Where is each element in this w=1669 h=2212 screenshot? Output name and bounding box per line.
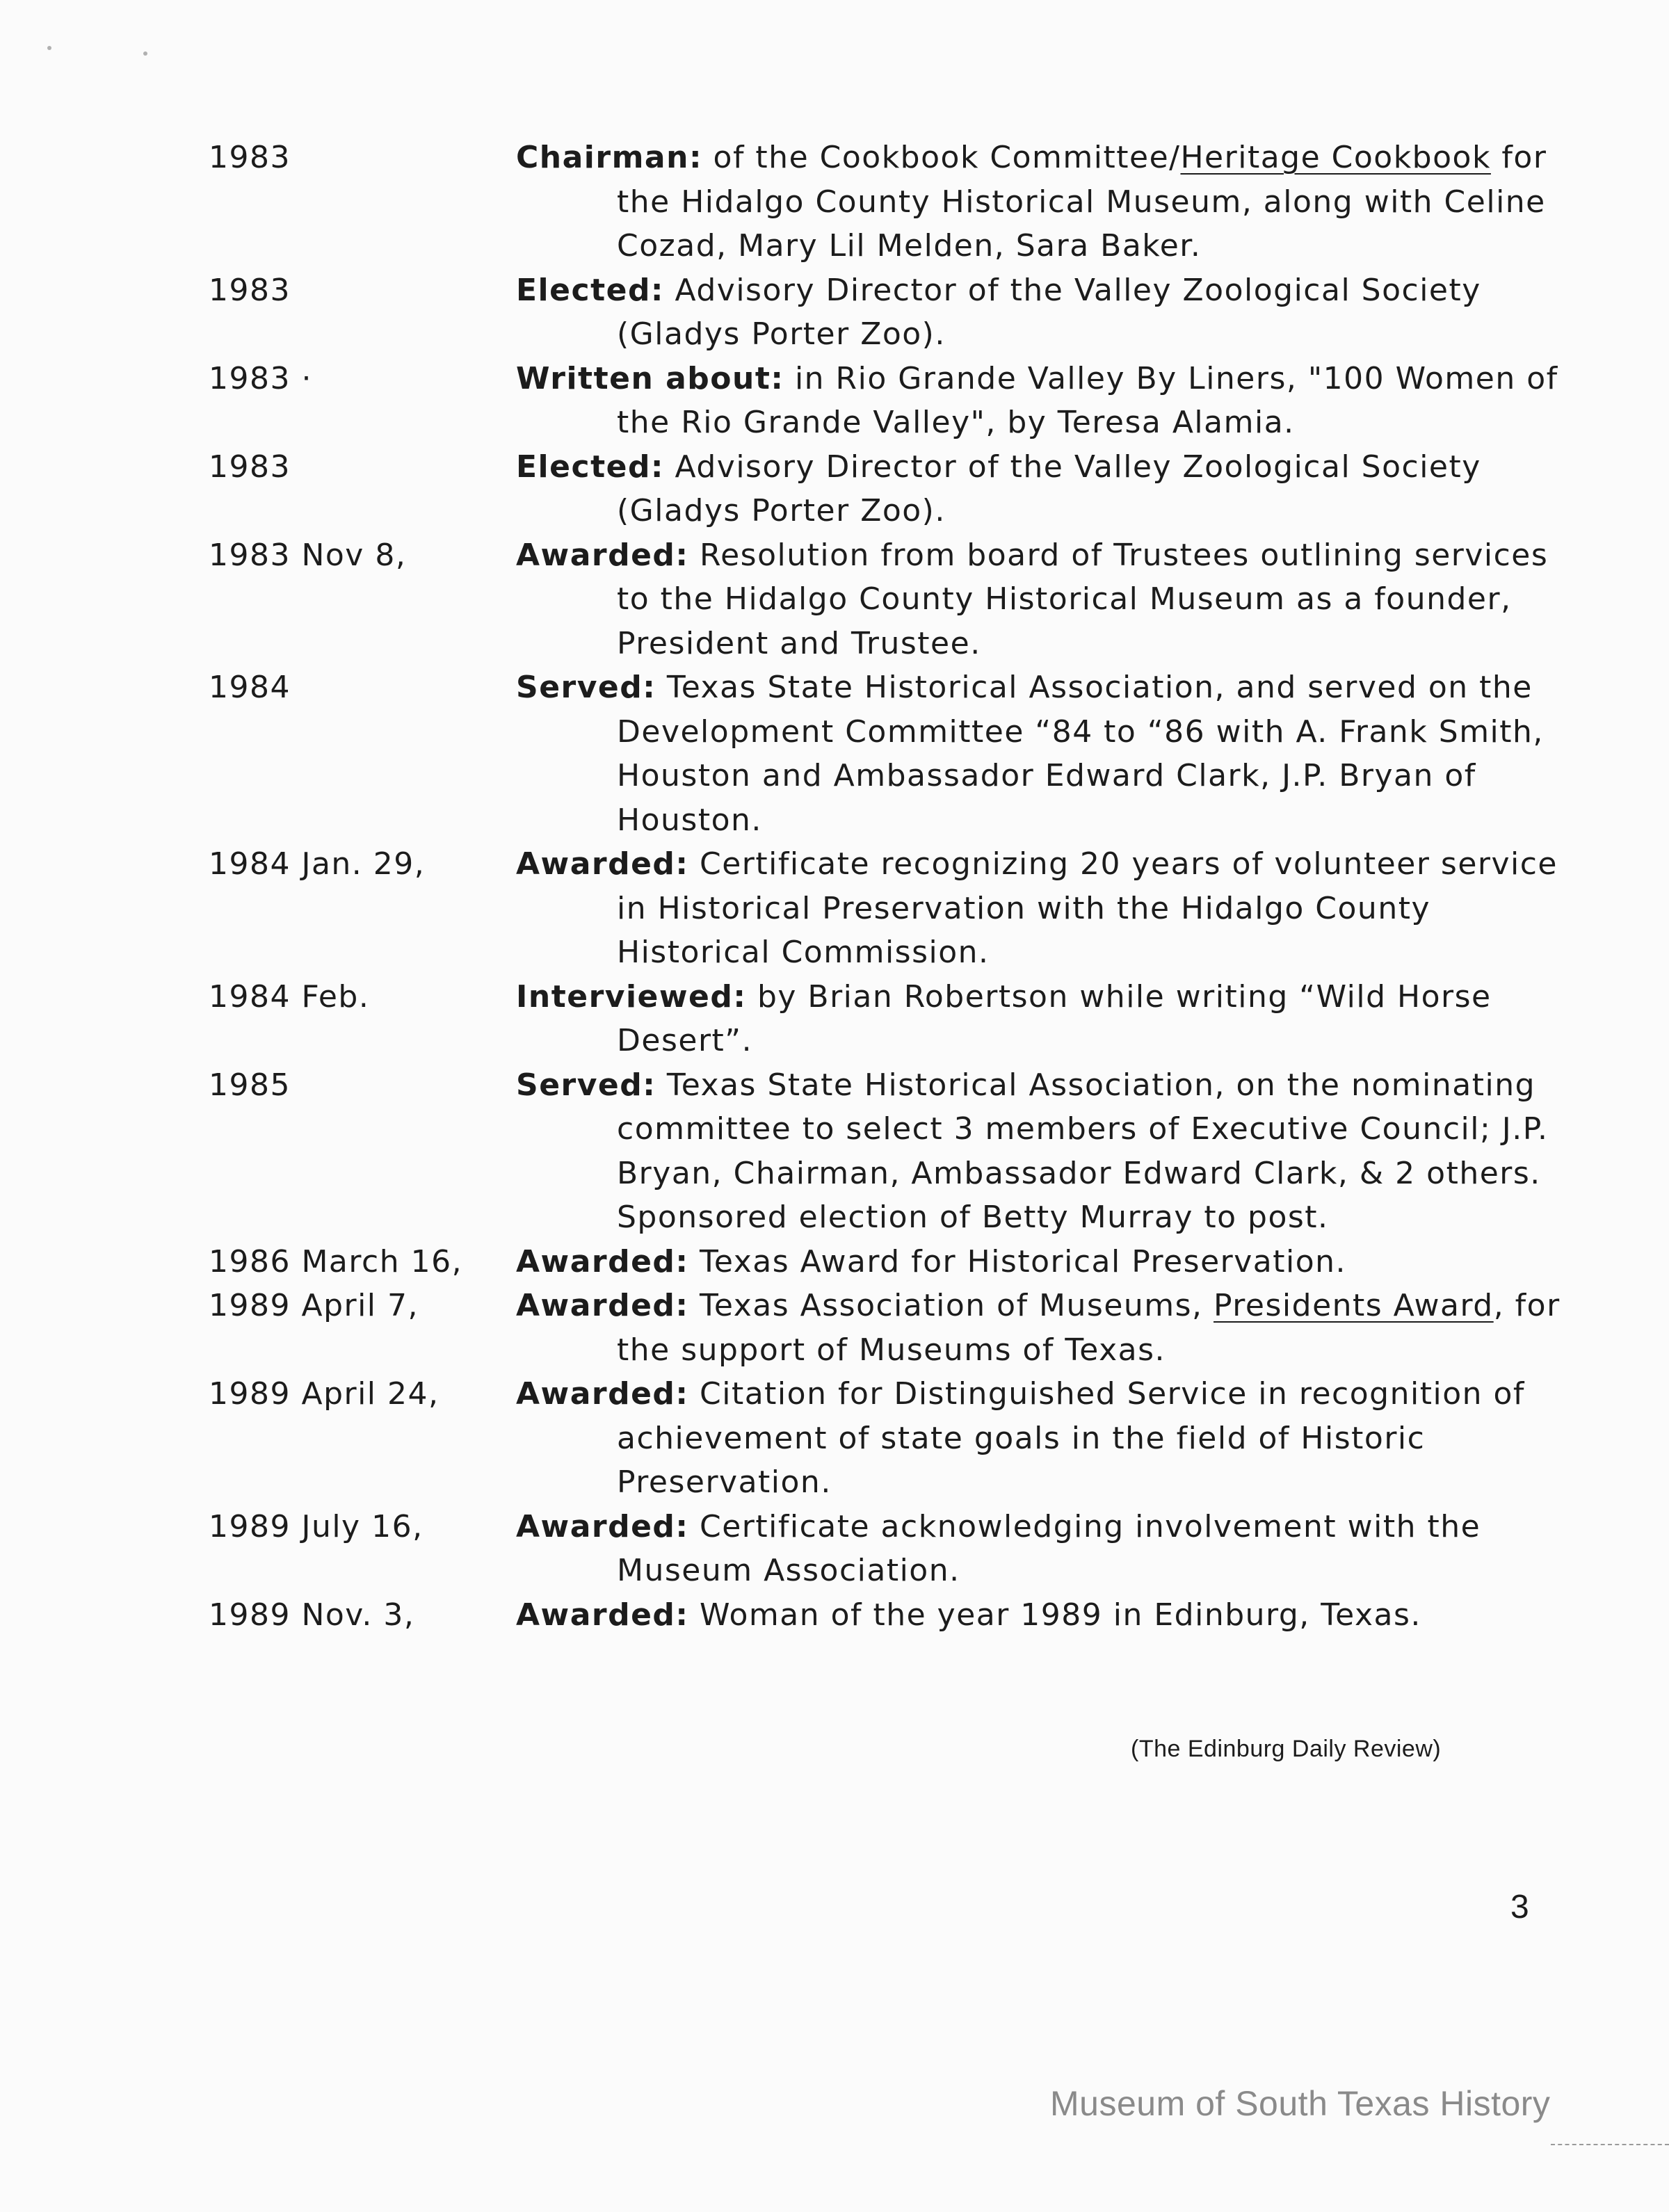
- underlined-title: Presidents Award: [1214, 1288, 1494, 1323]
- entry-date: 1989 April 7,: [209, 1288, 419, 1323]
- entry-description: [516, 842, 1572, 975]
- entry-action-label: Elected:: [516, 272, 665, 308]
- entry-text: , for the support of Museums of Texas.: [617, 1288, 1561, 1368]
- chronology-entry: [209, 1593, 1572, 1638]
- chronology-entry: [209, 842, 1572, 975]
- chronology-entry: [209, 357, 1572, 445]
- entry-date: 1984 Feb.: [209, 978, 370, 1015]
- entry-date: 1989 Nov. 3,: [209, 1597, 415, 1633]
- entry-action-label: Served:: [516, 670, 656, 705]
- entry-action-label: Awarded:: [516, 846, 689, 882]
- entry-description: [516, 1063, 1572, 1240]
- entry-date: 1983: [209, 140, 291, 175]
- entry-text: by Brian Robertson while writing “Wild Horse Desert”.: [617, 978, 1492, 1058]
- entry-text: Texas State Historical Association, on the nominating committee to select 3 members of Executive Council; J.P. Bryan, Chairman, Ambassador Edward Clark, & 2 others. Sponsored election of Betty Murray to post.: [617, 1067, 1549, 1235]
- entry-text: in Rio Grande Valley By Liners, "100 Women of the Rio Grande Valley", by Teresa Alamia.: [617, 360, 1558, 440]
- entry-description: [516, 357, 1572, 445]
- entry-action-label: Awarded:: [516, 1243, 689, 1279]
- entry-text: Texas State Historical Association, and served on the Development Committee “84 to “86 with A. Frank Smith, Houston and Ambassador Edward Clark, J.P. Bryan of Houston.: [617, 670, 1544, 838]
- chronology-entry: [209, 1372, 1572, 1505]
- entry-date: 1983: [209, 449, 291, 485]
- chronology-entry: [209, 1505, 1572, 1593]
- entry-description: [516, 975, 1572, 1063]
- scan-speck: [47, 46, 51, 50]
- chronology-list: [209, 136, 1572, 1637]
- chronology-entry: [209, 268, 1572, 357]
- chronology-entry: [209, 975, 1572, 1063]
- entry-text: Certificate acknowledging involvement with the Museum Association.: [617, 1508, 1481, 1588]
- entry-description: [516, 268, 1572, 357]
- entry-text: Woman of the year 1989 in Edinburg, Texas.: [688, 1597, 1421, 1633]
- entry-description: [516, 533, 1572, 666]
- entry-date: 1983: [209, 272, 291, 308]
- entry-description: [516, 1372, 1572, 1505]
- entry-action-label: Awarded:: [516, 537, 689, 573]
- chronology-entry: [209, 445, 1572, 533]
- entry-action-label: Interviewed:: [516, 978, 747, 1015]
- entry-description: [516, 445, 1572, 533]
- entry-date: 1985: [209, 1067, 291, 1103]
- entry-text: Certificate recognizing 20 years of volunteer service in Historical Preservation with the Hidalgo County Historical Commission.: [617, 846, 1558, 970]
- entry-text: Advisory Director of the Valley Zoological Society (Gladys Porter Zoo).: [617, 272, 1481, 352]
- entry-action-label: Written about:: [516, 360, 784, 396]
- source-footnote: (The Edinburg Daily Review): [1131, 1736, 1442, 1762]
- entry-date: 1989 July 16,: [209, 1508, 424, 1544]
- entry-date: 1984: [209, 670, 291, 705]
- chronology-entry: [209, 1240, 1572, 1284]
- entry-description: [516, 1505, 1572, 1593]
- entry-description: [516, 136, 1572, 268]
- chronology-entry: [209, 136, 1572, 268]
- entry-date: 1986 March 16,: [209, 1243, 463, 1279]
- chronology-entry: [209, 1063, 1572, 1240]
- entry-text: of the Cookbook Committee/: [702, 140, 1181, 175]
- entry-date: 1989 April 24,: [209, 1376, 440, 1412]
- entry-action-label: Chairman:: [516, 140, 703, 175]
- entry-action-label: Elected:: [516, 449, 665, 485]
- page-number: 3: [1510, 1889, 1529, 1926]
- scan-speck: [143, 51, 147, 56]
- entry-text: Texas Award for Historical Preservation.: [688, 1243, 1347, 1279]
- chronology-entry: [209, 665, 1572, 842]
- entry-text: Texas Association of Museums,: [688, 1288, 1214, 1323]
- entry-date: 1983 ·: [209, 360, 312, 396]
- entry-description: [516, 1240, 1572, 1284]
- chronology-entry: [209, 533, 1572, 666]
- entry-description: [516, 1284, 1572, 1372]
- entry-action-label: Awarded:: [516, 1597, 689, 1633]
- entry-date: 1983 Nov 8,: [209, 537, 407, 573]
- entry-action-label: Awarded:: [516, 1508, 689, 1544]
- entry-text: Advisory Director of the Valley Zoological Society (Gladys Porter Zoo).: [617, 449, 1481, 528]
- entry-text: for the Hidalgo County Historical Museum, along with Celine Cozad, Mary Lil Melden, Sara Baker.: [617, 140, 1547, 264]
- entry-text: Resolution from board of Trustees outlining services to the Hidalgo County Historical Museum as a founder, President and Trustee.: [617, 537, 1549, 661]
- underlined-title: Heritage Cookbook: [1180, 140, 1491, 175]
- entry-description: [516, 665, 1572, 842]
- entry-action-label: Served:: [516, 1067, 656, 1103]
- entry-date: 1984 Jan. 29,: [209, 846, 426, 882]
- entry-action-label: Awarded:: [516, 1288, 689, 1323]
- chronology-entry: [209, 1284, 1572, 1372]
- museum-watermark: Museum of South Texas History: [1050, 2084, 1551, 2123]
- entry-description: [516, 1593, 1572, 1638]
- entry-text: Citation for Distinguished Service in recognition of achievement of state goals in the field of Historic Preservation.: [617, 1376, 1525, 1500]
- entry-action-label: Awarded:: [516, 1376, 689, 1412]
- corner-rule: [1551, 2144, 1669, 2145]
